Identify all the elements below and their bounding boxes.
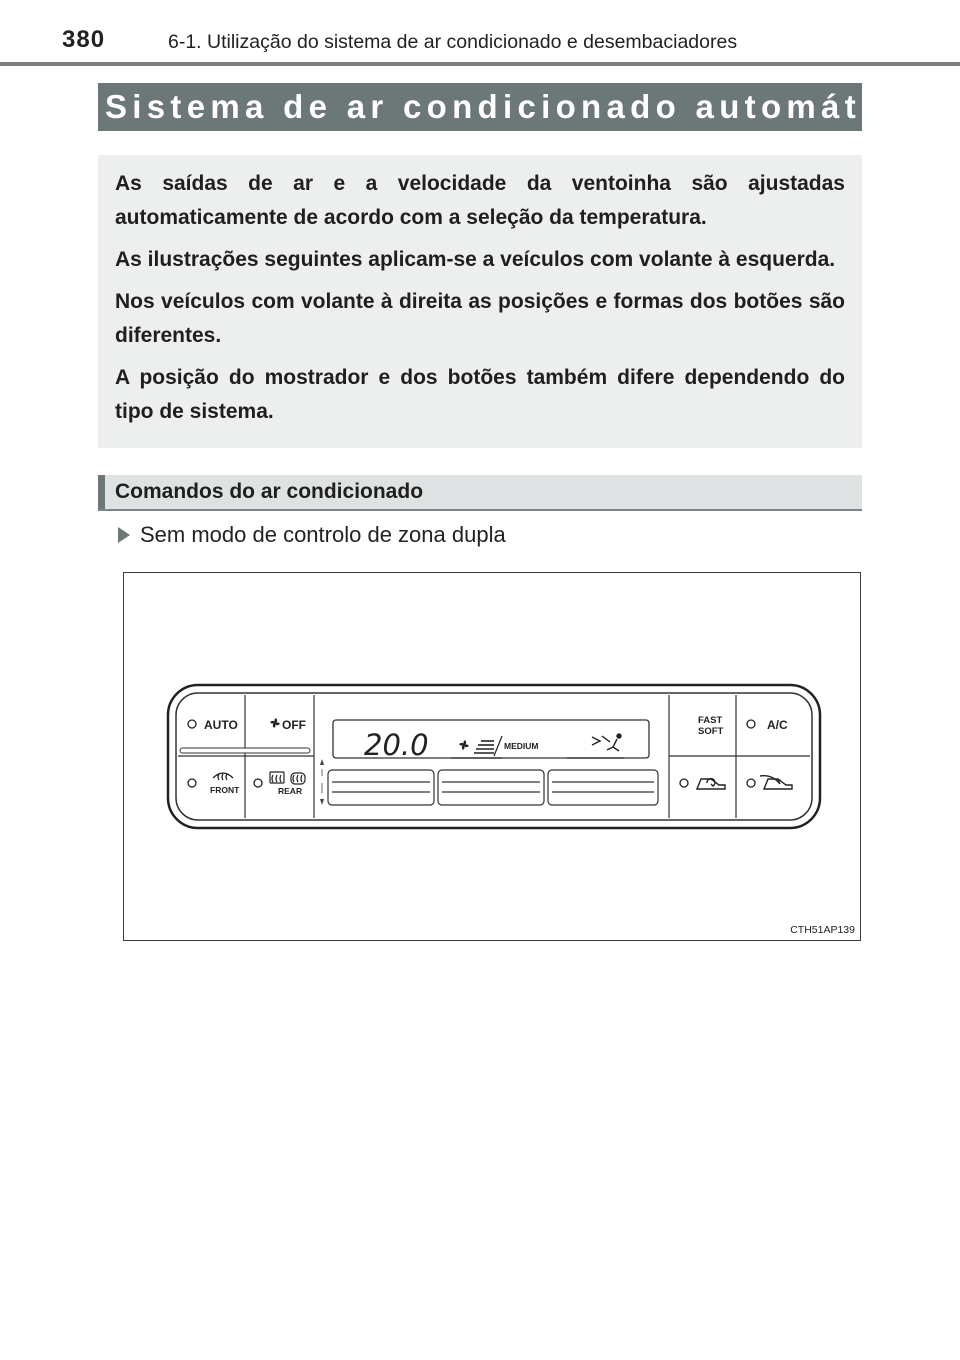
off-label: OFF [282, 718, 306, 732]
intro-paragraph: Nos veículos com volante à direita as posições e formas dos botões são diferentes. [115, 290, 845, 347]
temperature-readout: 20.0 [364, 728, 429, 762]
bullet-text: Sem modo de controlo de zona dupla [140, 522, 506, 547]
subsection-heading [98, 475, 862, 511]
figure-code: CTH51AP139 [790, 924, 855, 936]
front-label: FRONT [210, 785, 240, 795]
intro-paragraph: As saídas de ar e a velocidade da ventoinha são ajustadas automaticamente de acordo com a seleção da temperatura. [115, 172, 845, 229]
fast-soft-button[interactable] [698, 715, 724, 737]
fan-mode-label: MEDIUM [504, 741, 539, 751]
climate-control-figure [123, 572, 861, 941]
subsection-label: Comandos do ar condicionado [115, 480, 424, 503]
auto-label: AUTO [204, 718, 238, 732]
fast-label: FAST [698, 715, 723, 726]
soft-label: SOFT [698, 726, 724, 737]
header-rule [0, 62, 960, 66]
section-heading: 6-1. Utilização do sistema de ar condicionado e desembaciadores [168, 31, 738, 53]
climate-panel-illustration [124, 573, 860, 940]
climate-display [333, 720, 649, 762]
page-number: 380 [62, 26, 106, 53]
intro-box [98, 155, 862, 448]
triangle-bullet-icon [118, 527, 130, 543]
page-header [0, 0, 960, 70]
rear-label: REAR [278, 786, 303, 796]
bullet-item [118, 522, 506, 548]
intro-paragraph: A posição do mostrador e dos botões também difere dependendo do tipo de sistema. [115, 366, 845, 423]
intro-paragraph: As ilustrações seguintes aplicam-se a veículos com volante à esquerda. [115, 248, 836, 271]
subsection-accent [98, 475, 105, 509]
page-title: Sistema de ar condicionado automático [98, 83, 862, 131]
air-vent-grilles [328, 770, 658, 805]
ac-label: A/C [767, 718, 788, 732]
